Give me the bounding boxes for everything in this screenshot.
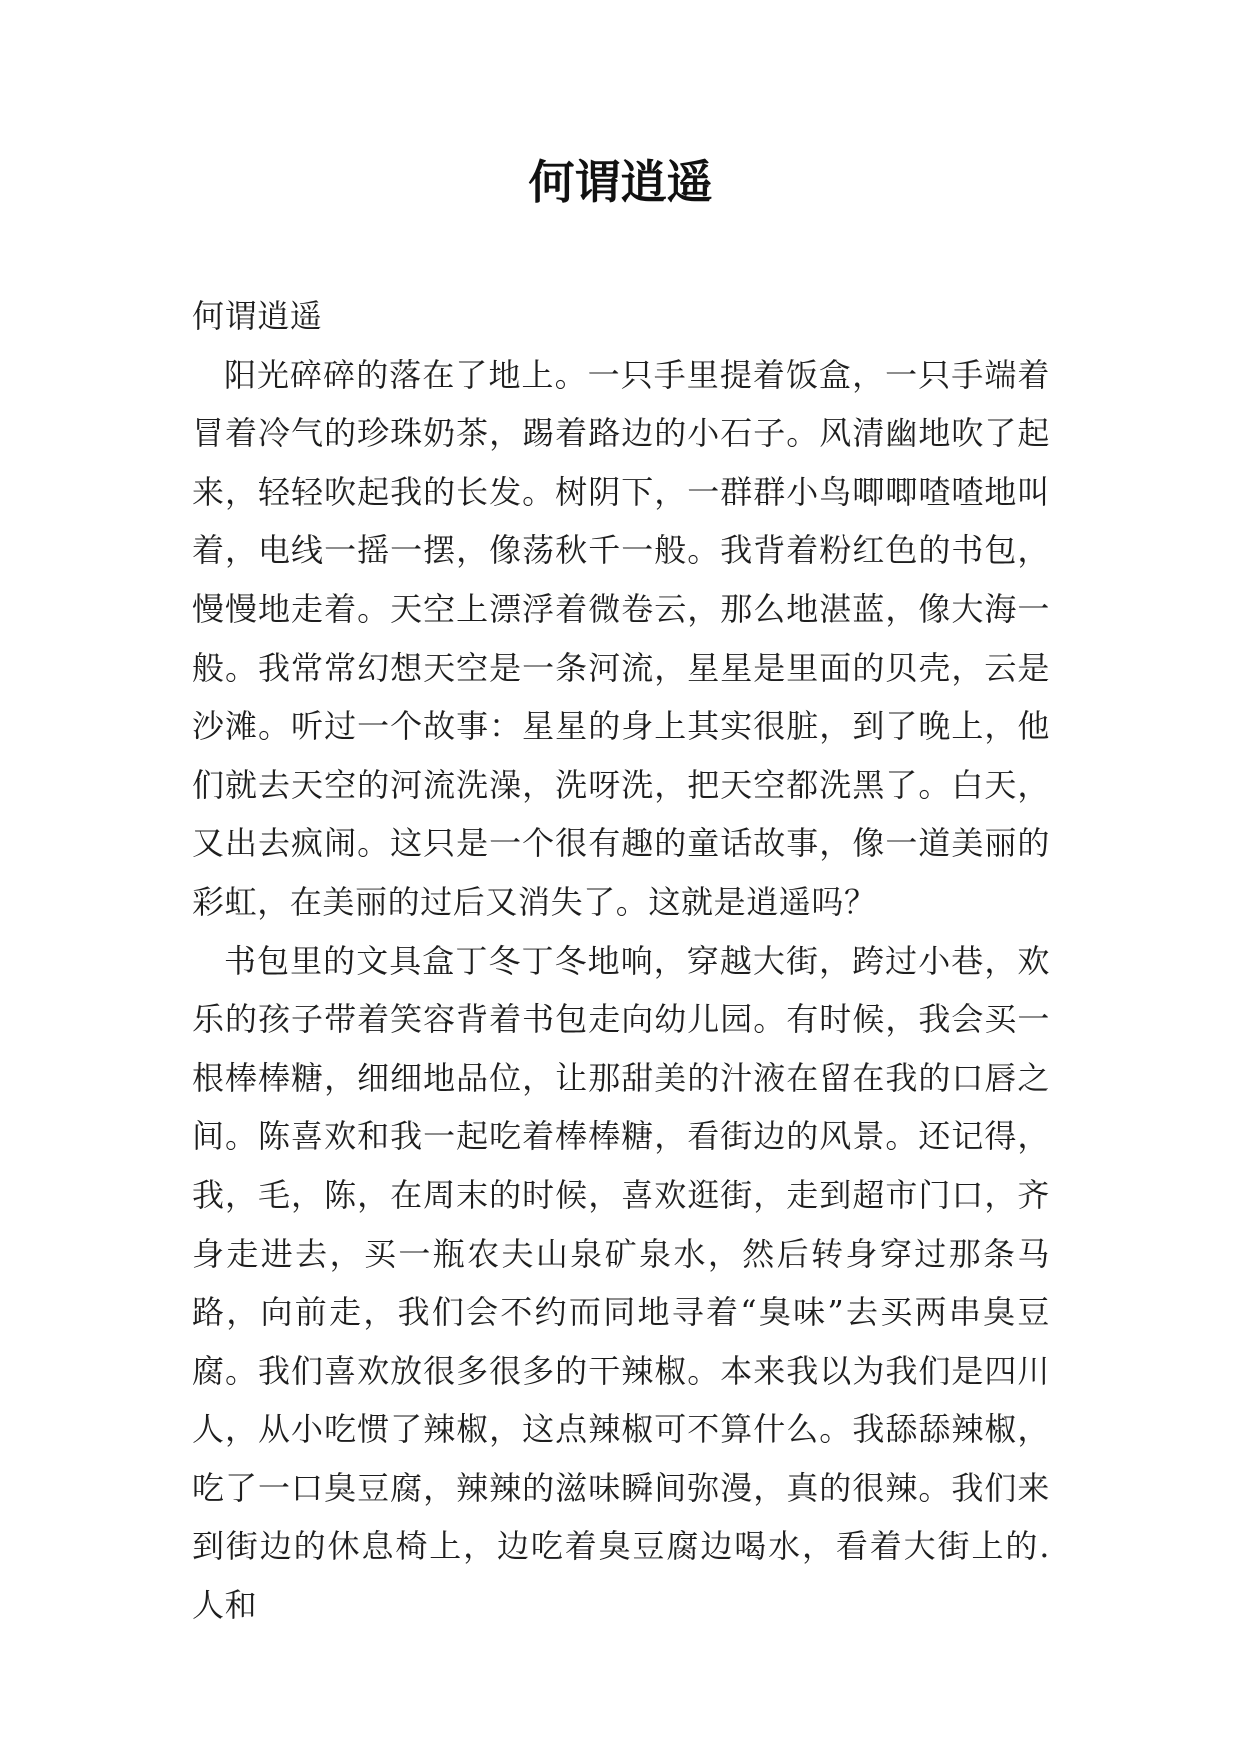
document-subtitle: 何谓逍遥 [192,297,323,335]
document-body [192,287,1050,1635]
body-paragraph: 书包里的文具盒丁冬丁冬地响，穿越大街，跨过小巷，欢乐的孩子带着笑容背着书包走向幼儿园。有时候，我会买一根棒棒糖，细细地品位，让那甜美的汁液在留在我的口唇之间。陈喜欢和我一起吃着棒棒糖，看街边的风景。还记得，我，毛，陈，在周末的时候，喜欢逛街，走到超市门口，齐身走进去，买一瓶农夫山泉矿泉水，然后转身穿过那条马路，向前走，我们会不约而同地寻着“臭味”去买两串臭豆腐。我们喜欢放很多很多的干辣椒。本来我以为我们是四川人，从小吃惯了辣椒，这点辣椒可不算什么。我舔舔辣椒，吃了一口臭豆腐，辣辣的滋味瞬间弥漫，真的很辣。我们来到街边的休息椅上，边吃着臭豆腐边喝水，看着大街上的.人和 [192,941,1050,1625]
body-paragraph: 阳光碎碎的落在了地上。一只手里提着饭盒，一只手端着冒着冷气的珍珠奶茶，踢着路边的小石子。风清幽地吹了起来，轻轻吹起我的长发。树阴下，一群群小鸟唧唧喳喳地叫着，电线一摇一摆，像荡秋千一般。我背着粉红色的书包，慢慢地走着。天空上漂浮着微卷云，那么地湛蓝，像大海一般。我常常幻想天空是一条河流，星星是里面的贝壳，云是沙滩。听过一个故事：星星的身上其实很脏，到了晚上，他们就去天空的河流洗澡，洗呀洗，把天空都洗黑了。白天，又出去疯闹。这只是一个很有趣的童话故事，像一道美丽的彩虹，在美丽的过后又消失了。这就是逍遥吗？ [192,355,1050,921]
document-title: 何谓逍遥 [528,155,713,209]
